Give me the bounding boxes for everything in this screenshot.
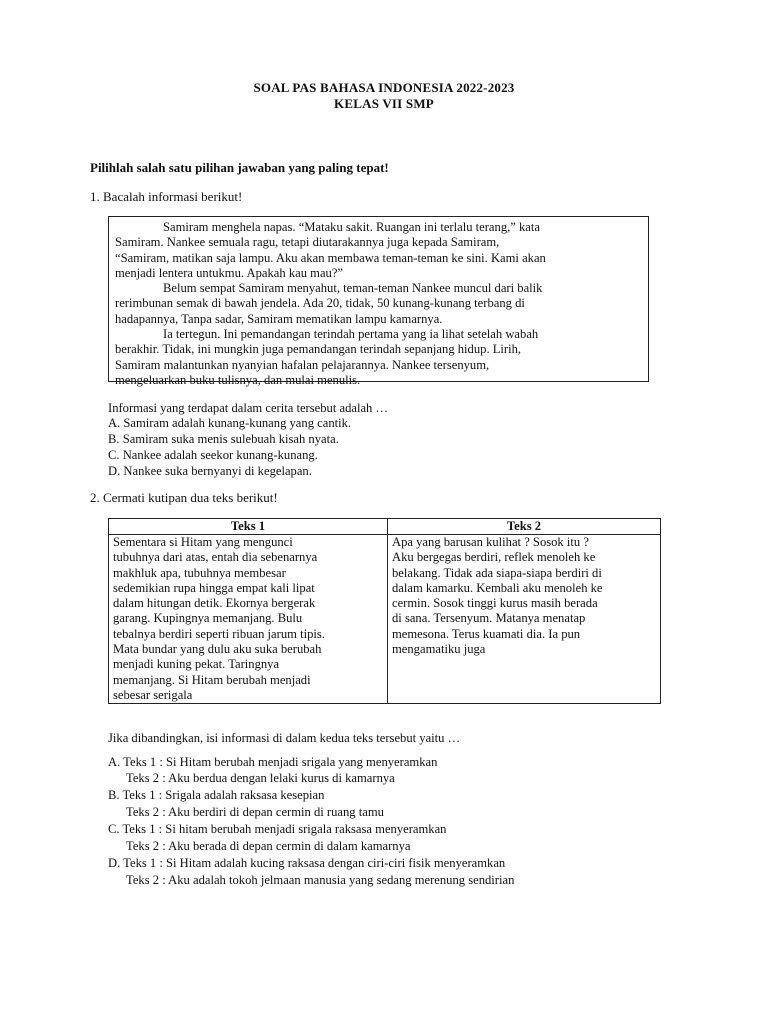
table-cell-teks2 bbox=[388, 535, 661, 704]
q1-option-b: B. Samiram suka menis sulebuah kisah nyata. bbox=[108, 432, 339, 446]
doc-subtitle: KELAS VII SMP bbox=[334, 96, 434, 111]
q2-prompt: 2. Cermati kutipan dua teks berikut! bbox=[90, 490, 278, 505]
q2-option-c-teks1: C. Teks 1 : Si hitam berubah menjadi srigala raksasa menyeramkan bbox=[108, 822, 447, 836]
q2-option-b-teks2: Teks 2 : Aku berdiri di depan cermin di ruang tamu bbox=[126, 805, 384, 819]
q1-question: Informasi yang terdapat dalam cerita tersebut adalah … bbox=[108, 401, 389, 415]
instruction: Pilihlah salah satu pilihan jawaban yang paling tepat! bbox=[90, 160, 389, 175]
q1-passage-paragraph: Belum sempat Samiram menyahut, teman-teman Nankee muncul dari balik rerimbunan semak di bawah jendela. Ada 20, tidak, 50 kunang-kunang terbang di hadapannya, Tanpa sadar, Samiram mematikan lampu kamarnya. bbox=[115, 281, 543, 326]
q1-option-d: D. Nankee suka bernyanyi di kegelapan. bbox=[108, 464, 312, 478]
table-header-row bbox=[109, 519, 661, 535]
teks2-content: Apa yang barusan kulihat ? Sosok itu ? Aku bergegas berdiri, reflek menoleh ke belakang. Tidak ada siapa-siapa berdiri di dalam kamarku. Kembali aku menoleh ke cermin. Sosok tinggi kurus masih berada di sana. Tersenyum. Matanya menatap memesona. Terus kuamati dia. Ia pun mengamatiku juga bbox=[392, 535, 603, 657]
table-header-teks1: Teks 1 bbox=[109, 519, 388, 535]
q2-question: Jika dibandingkan, isi informasi di dalam kedua teks tersebut yaitu … bbox=[108, 731, 461, 745]
q2-option-c-teks2: Teks 2 : Aku berada di depan cermin di dalam kamarnya bbox=[126, 839, 411, 853]
q2-option-a-teks2: Teks 2 : Aku berdua dengan lelaki kurus di kamarnya bbox=[126, 771, 395, 785]
q2-option-d-teks1: D. Teks 1 : Si Hitam adalah kucing raksasa dengan ciri-ciri fisik menyeramkan bbox=[108, 856, 506, 870]
table-cell-teks1 bbox=[109, 535, 388, 704]
table-row bbox=[109, 535, 661, 704]
table-header-teks2: Teks 2 bbox=[388, 519, 661, 535]
q2-option-b-teks1: B. Teks 1 : Srigala adalah raksasa kesepian bbox=[108, 788, 325, 802]
q1-passage-box bbox=[108, 216, 649, 387]
q1-passage-paragraph: Ia tertegun. Ini pemandangan terindah pertama yang ia lihat setelah wabah berakhir. Tidak, ini mungkin juga pemandangan terindah sepanjang hidup. Lirih, Samiram malantunkan nyanyian hafalan pelajarannya. Nankee tersenyum, mengeluarkan buku tulisnya, dan mulai menulis. bbox=[115, 327, 539, 387]
q2-option-d-teks2: Teks 2 : Aku adalah tokoh jelmaan manusia yang sedang merenung sendirian bbox=[126, 873, 515, 887]
teks1-content: Sementara si Hitam yang mengunci tubuhnya dari atas, entah dia sebenarnya makhluk apa, tubuhnya membesar sedemikian rupa hingga empat kali lipat dalam hitungan detik. Ekornya bergerak garang. Kupingnya memanjang. Bulu tebalnya berdiri seperti ribuan jarum tipis. Mata bundar yang dulu aku suka berubah menjadi kuning pekat. Taringnya memanjang. Si Hitam berubah menjadi sebesar serigala bbox=[113, 535, 325, 702]
q2-option-a-teks1: A. Teks 1 : Si Hitam berubah menjadi srigala yang menyeramkan bbox=[108, 755, 438, 769]
q1-passage-paragraph: Samiram menghela napas. “Mataku sakit. Ruangan ini terlalu terang,” kata Samiram. Nankee semuala ragu, tetapi diutarakannya juga kepada Samiram, “Samiram, matikan saja lampu. Aku akan membawa teman-teman ke sini. Kami akan menjadi lentera untukmu. Apakah kau mau?” bbox=[115, 220, 546, 280]
doc-title: SOAL PAS BAHASA INDONESIA 2022-2023 bbox=[253, 80, 515, 95]
q1-prompt: 1. Bacalah informasi berikut! bbox=[90, 189, 243, 204]
q1-option-a: A. Samiram adalah kunang-kunang yang cantik. bbox=[108, 416, 352, 430]
q2-comparison-table bbox=[108, 518, 661, 704]
q1-option-c: C. Nankee adalah seekor kunang-kunang. bbox=[108, 448, 318, 462]
